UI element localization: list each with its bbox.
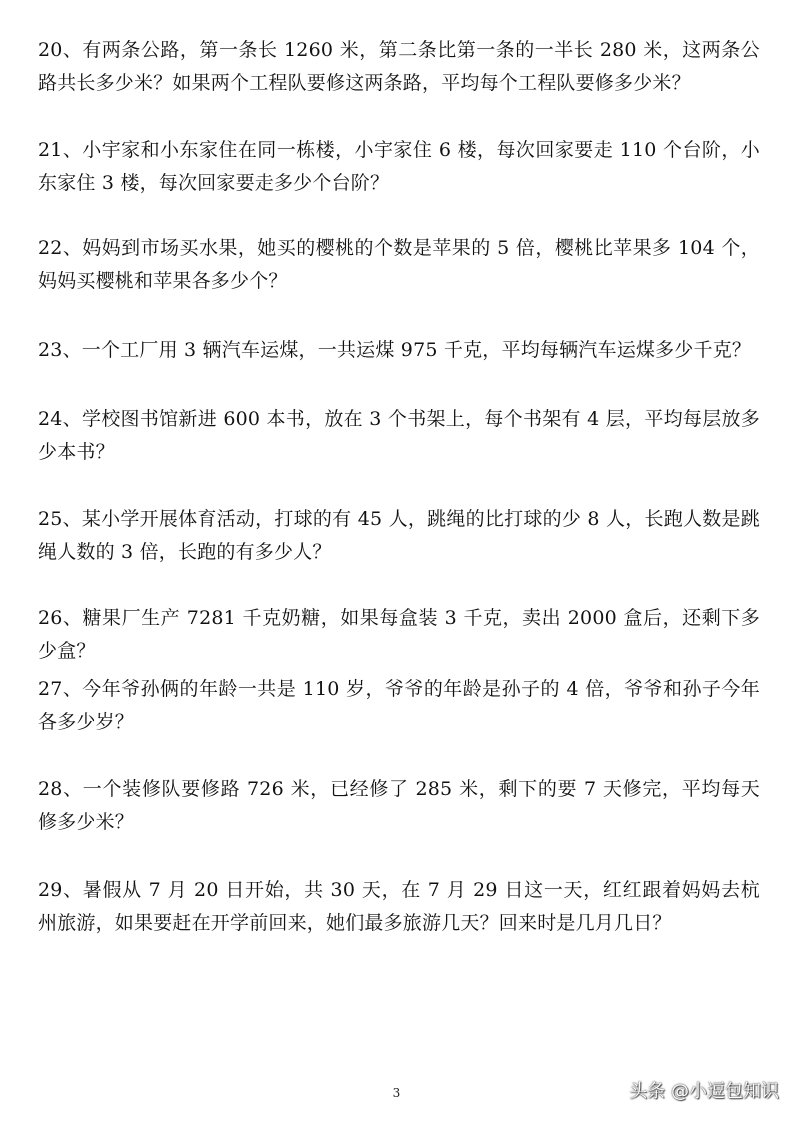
problem-27: 27、今年爷孙俩的年龄一共是 110 岁，爷爷的年龄是孙子的 4 倍，爷爷和孙子今年各多少岁？: [38, 678, 760, 733]
problem-25: 25、某小学开展体育活动，打球的有 45 人，跳绳的比打球的少 8 人，长跑人数是跳绳人数的 3 倍，长跑的有多少人？: [38, 508, 760, 563]
problem-20: 20、有两条公路，第一条长 1260 米，第二条比第一条的一半长 280 米，这两条公路共长多少米？如果两个工程队要修这两条路，平均每个工程队要修多少米？: [38, 39, 760, 94]
problem-29: 29、暑假从 7 月 20 日开始，共 30 天，在 7 月 29 日这一天，红红跟着妈妈去杭州旅游，如果要赶在开学前回来，她们最多旅游几天？回来时是几月几日？: [38, 879, 760, 934]
problem-26: 26、糖果厂生产 7281 千克奶糖，如果每盒装 3 千克，卖出 2000 盒后，还剩下多少盒？: [38, 607, 760, 662]
problem-23: 23、一个工厂用 3 辆汽车运煤，一共运煤 975 千克，平均每辆汽车运煤多少千克？: [38, 339, 752, 361]
problem-24: 24、学校图书馆新进 600 本书，放在 3 个书架上，每个书架有 4 层，平均每层放多少本书？: [38, 408, 760, 463]
page-number: 3: [392, 1086, 401, 1100]
watermark: 头条 @小逗包知识: [629, 1081, 779, 1102]
problem-22: 22、妈妈到市场买水果，她买的樱桃的个数是苹果的 5 倍，樱桃比苹果多 104 个，妈妈买樱桃和苹果各多少个？: [38, 237, 760, 292]
problem-28: 28、一个装修队要修路 726 米，已经修了 285 米，剩下的要 7 天修完，平均每天修多少米？: [38, 778, 760, 833]
problem-21: 21、小宇家和小东家住在同一栋楼，小宇家住 6 楼，每次回家要走 110 个台阶，小东家住 3 楼，每次回家要走多少个台阶？: [38, 139, 760, 194]
